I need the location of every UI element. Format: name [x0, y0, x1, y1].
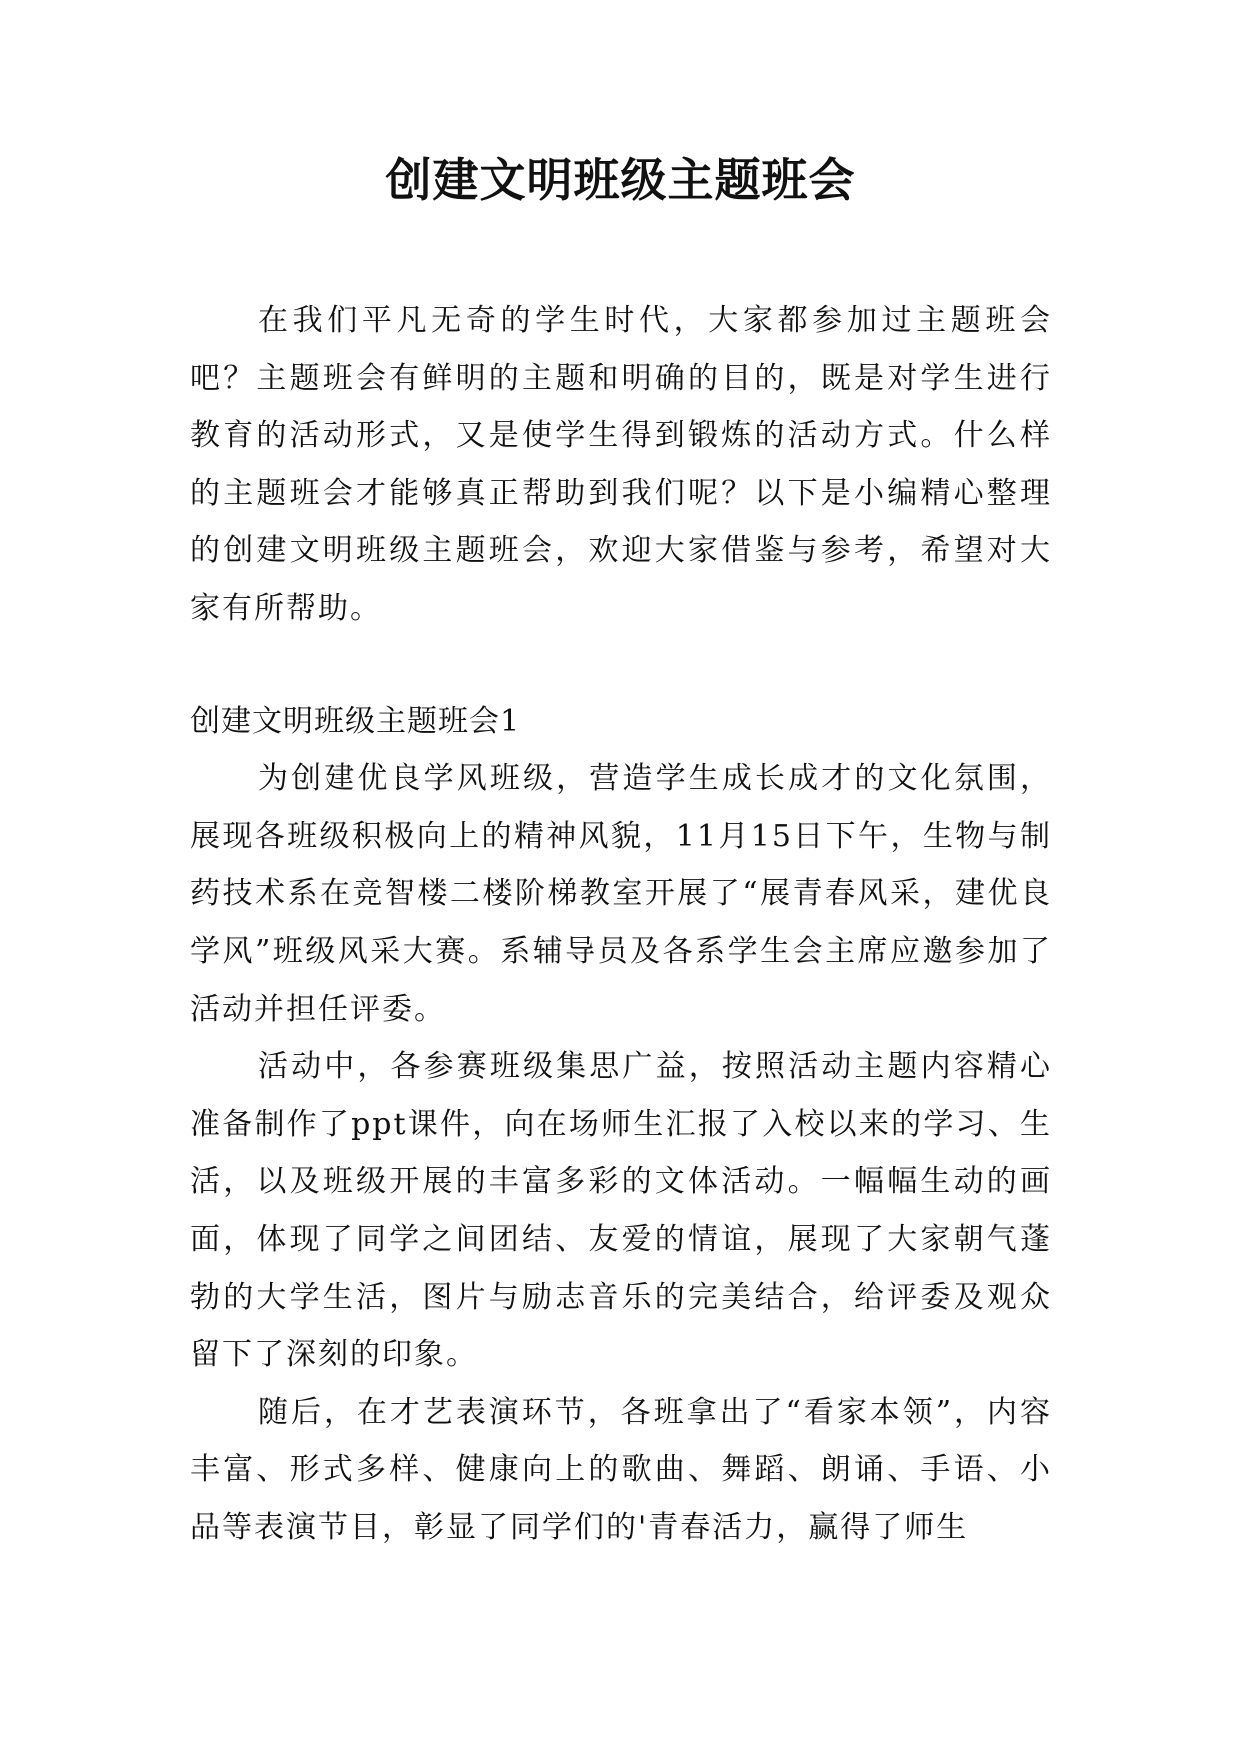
body-paragraph: 活动中，各参赛班级集思广益，按照活动主题内容精心准备制作了ppt课件，向在场师生汇报了入校以来的学习、生活，以及班级开展的丰富多彩的文体活动。一幅幅生动的画面，体现了同学之间团结、友爱的情谊，展现了大家朝气蓬勃的大学生活，图片与励志音乐的完美结合，给评委及观众留下了深刻的印象。	[190, 1049, 1052, 1373]
intro-paragraph: 在我们平凡无奇的学生时代，大家都参加过主题班会吧？主题班会有鲜明的主题和明确的目的，既是对学生进行教育的活动形式，又是使学生得到锻炼的活动方式。什么样的主题班会才能够真正帮助到我们呢？以下是小编精心整理的创建文明班级主题班会，欢迎大家借鉴与参考，希望对大家有所帮助。	[190, 303, 1052, 626]
body-paragraph: 随后，在才艺表演环节，各班拿出了“看家本领”，内容丰富、形式多样、健康向上的歌曲、舞蹈、朗诵、手语、小品等表演节目，彰显了同学们的'青春活力，赢得了师生	[190, 1394, 1052, 1545]
document-body	[190, 292, 1052, 1556]
section-heading: 创建文明班级主题班会1	[190, 703, 521, 739]
document-title: 创建文明班级主题班会	[385, 153, 856, 207]
body-paragraph: 为创建优良学风班级，营造学生成长成才的文化氛围，展现各班级积极向上的精神风貌，11月15日下午，生物与制药技术系在竞智楼二楼阶梯教室开展了“展青春风采，建优良学风”班级风采大赛。系辅导员及各系学生会主席应邀参加了活动并担任评委。	[190, 761, 1052, 1027]
